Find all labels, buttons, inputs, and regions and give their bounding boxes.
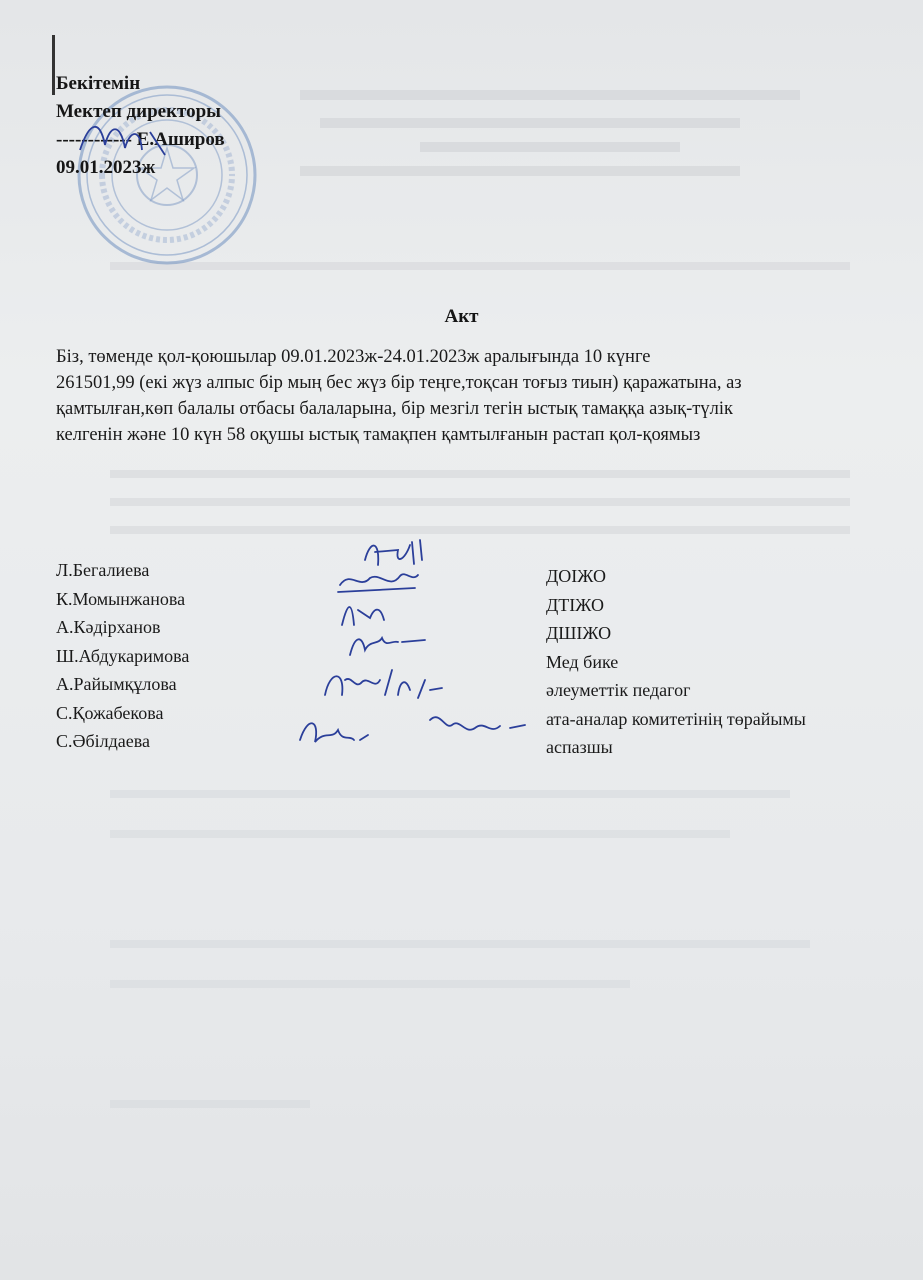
document-title: Акт [444,306,479,327]
signatory-name: С.Қожабекова [56,702,164,723]
signatory-role: ДОІЖО [546,566,606,586]
act-line-1: Біз, төменде қол-қоюшылар 09.01.2023ж-24.01.2023ж аралығында 10 күнге [56,347,651,367]
signatory-role: ата-аналар комитетінің төрайымы [546,708,806,729]
signatory-names [56,556,189,756]
signatory-name: А.Кәдірханов [56,617,161,637]
act-body [56,344,876,448]
approval-position: Мектеп директоры [56,101,222,122]
approval-date: 09.01.2023ж [56,157,156,178]
director-signature-icon [70,110,190,170]
signatory-role: ДШІЖО [546,623,612,643]
signatory-role: ДТІЖО [546,594,604,615]
margin-mark [52,35,55,95]
signatory-role: аспазшы [546,737,613,757]
signatory-name: Ш.Абдукаримова [56,645,190,666]
signatory-role: Мед бике [546,651,619,672]
signatures-icon [280,530,540,780]
act-line-4: келгенін және 10 күн 58 оқушы ыстық тамақпен қамтылғанын растап қол-қоямыз [56,425,701,445]
signatory-name: А.Райымқұлова [56,674,177,694]
signatory-name: Л.Бегалиева [56,560,150,580]
signatory-name: К.Момынжанова [56,588,186,609]
signatory-role: әлеуметтік педагог [546,680,691,700]
act-line-2: 261501,99 (екі жүз алпыс бір мың бес жүз бір теңге,тоқсан тоғыз тиын) қаражатына, аз [56,373,742,393]
signatory-roles [546,562,806,762]
act-line-3: қамтылған,көп балалы отбасы балаларына, бір мезгіл тегін ыстық тамаққа азық-түлік [56,399,733,419]
approval-signer: ------------ Е.Аширов [56,129,225,150]
approval-heading: Бекітемін [56,73,141,94]
signatory-name: С.Әбілдаева [56,731,151,751]
